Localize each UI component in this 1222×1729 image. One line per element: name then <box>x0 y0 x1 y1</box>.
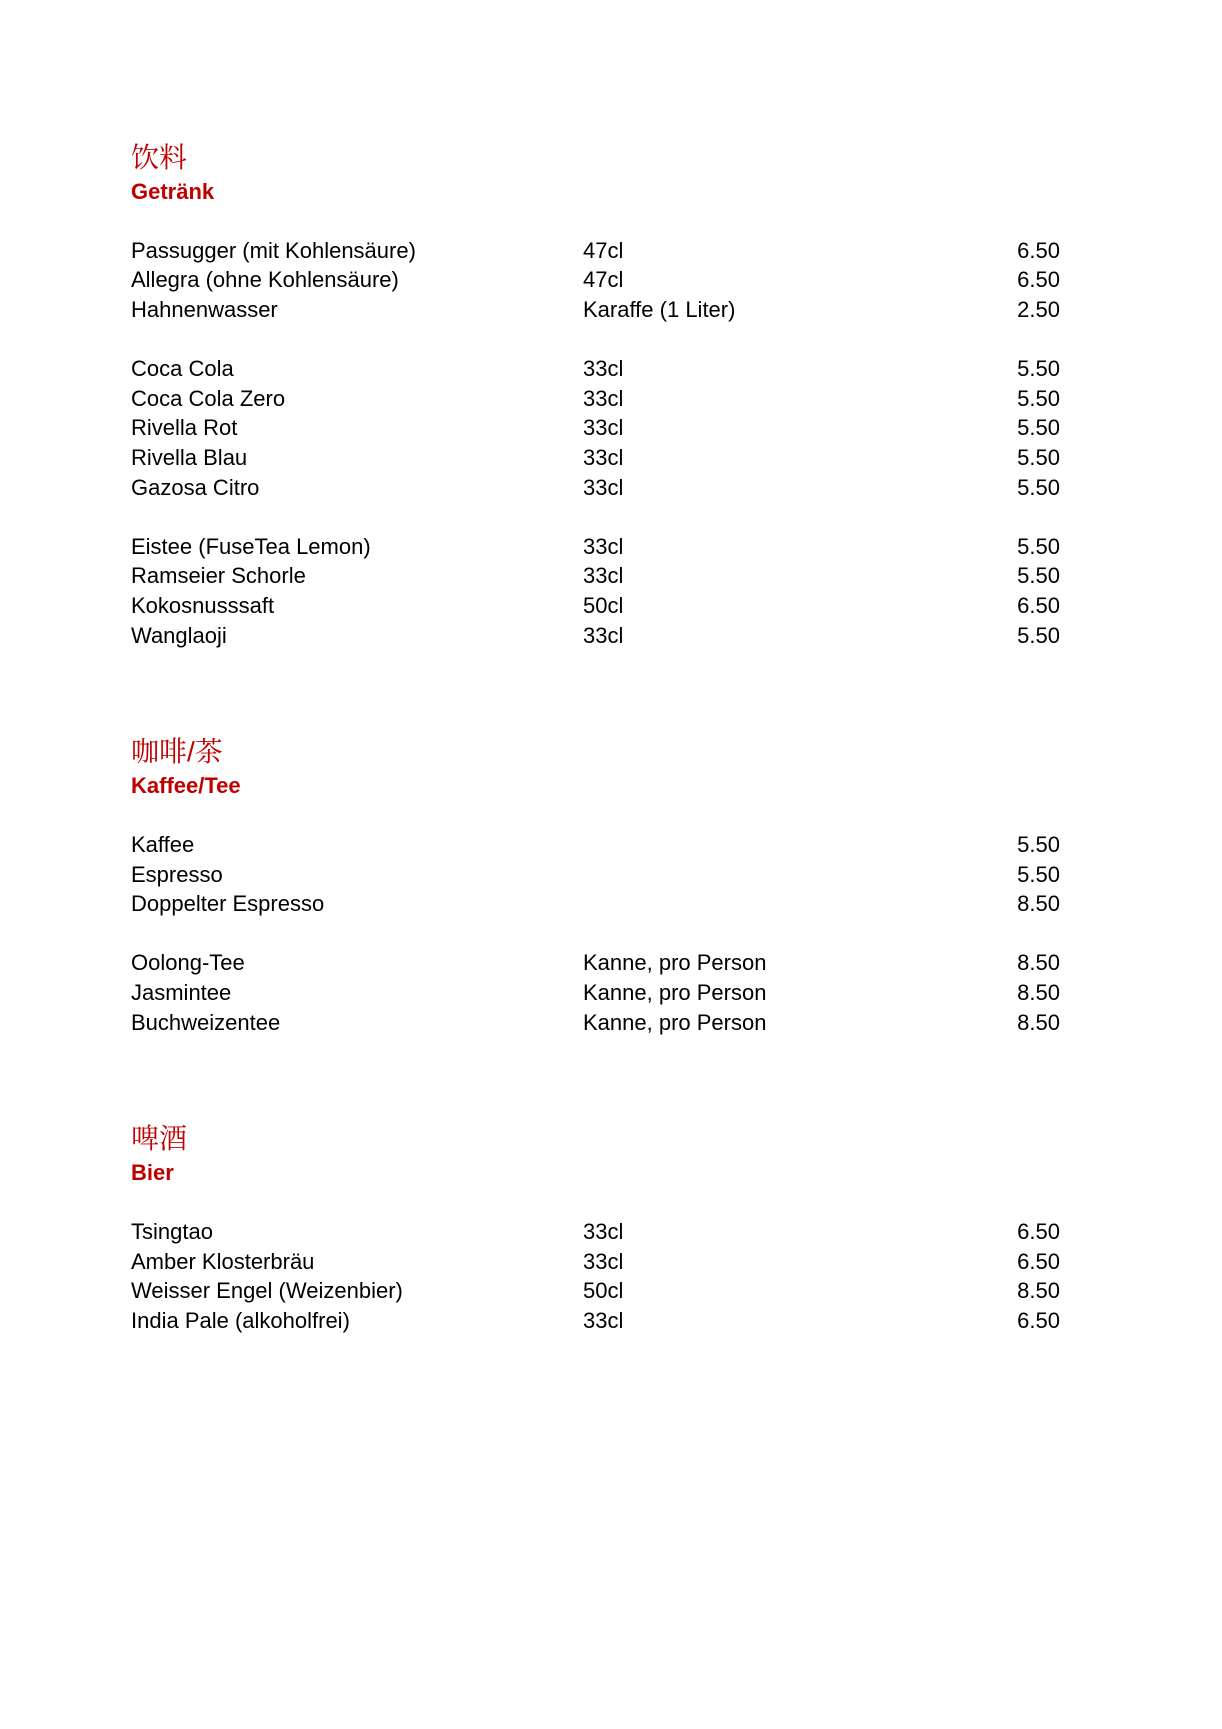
menu-item-row <box>131 1217 1060 1247</box>
item-name: Ramseier Schorle <box>131 563 306 589</box>
menu-item-row <box>131 354 1060 384</box>
menu-item-row <box>131 978 1060 1008</box>
item-size: 33cl <box>583 1219 624 1245</box>
item-price: 5.50 <box>1017 385 1060 411</box>
item-name: Amber Klosterbräu <box>131 1248 315 1274</box>
item-price: 5.50 <box>1017 533 1060 559</box>
item-size: 33cl <box>583 1308 624 1334</box>
menu-group <box>131 949 1060 1038</box>
item-price: 8.50 <box>1017 891 1060 917</box>
item-size: Kanne, pro Person <box>583 980 767 1006</box>
section-title-german: Bier <box>131 1160 174 1186</box>
item-name: Doppelter Espresso <box>131 891 325 917</box>
item-price: 5.50 <box>1017 832 1060 858</box>
menu-section <box>131 1121 1060 1335</box>
item-price: 6.50 <box>1017 1308 1060 1334</box>
menu-item-row <box>131 443 1060 473</box>
item-name: Gazosa Citro <box>131 474 260 500</box>
menu-group <box>131 830 1060 919</box>
menu-item-row <box>131 1277 1060 1307</box>
item-size: 33cl <box>583 415 624 441</box>
menu-item-row <box>131 473 1060 503</box>
item-size: Kanne, pro Person <box>583 950 767 976</box>
item-price: 8.50 <box>1017 950 1060 976</box>
menu-item-row <box>131 532 1060 562</box>
item-name: Allegra (ohne Kohlensäure) <box>131 267 399 293</box>
item-price: 5.50 <box>1017 356 1060 382</box>
menu-section <box>131 140 1060 650</box>
item-size: 47cl <box>583 237 624 263</box>
item-name: Weisser Engel (Weizenbier) <box>131 1278 403 1304</box>
item-name: Kaffee <box>131 832 195 858</box>
item-price: 8.50 <box>1017 1278 1060 1304</box>
section-groups <box>131 830 1060 1037</box>
item-price: 6.50 <box>1017 1248 1060 1274</box>
menu-item-row <box>131 414 1060 444</box>
item-size: 33cl <box>583 356 624 382</box>
section-title-chinese: 咖啡/茶 <box>131 736 223 768</box>
menu-section <box>131 734 1060 1037</box>
item-price: 6.50 <box>1017 237 1060 263</box>
item-price: 5.50 <box>1017 563 1060 589</box>
item-name: Wanglaoji <box>131 622 227 648</box>
item-size: 33cl <box>583 474 624 500</box>
item-name: Buchweizentee <box>131 1009 281 1035</box>
menu-item-row <box>131 949 1060 979</box>
menu-item-row <box>131 295 1060 325</box>
item-size: 33cl <box>583 533 624 559</box>
item-price: 5.50 <box>1017 444 1060 470</box>
item-price: 2.50 <box>1017 296 1060 322</box>
item-size: Kanne, pro Person <box>583 1009 767 1035</box>
menu-item-row <box>131 384 1060 414</box>
item-price: 5.50 <box>1017 861 1060 887</box>
item-name: Oolong-Tee <box>131 950 245 976</box>
menu-group <box>131 354 1060 502</box>
item-name: Eistee (FuseTea Lemon) <box>131 533 371 559</box>
menu-item-row <box>131 562 1060 592</box>
menu-group <box>131 532 1060 650</box>
item-name: Coca Cola Zero <box>131 385 286 411</box>
menu-item-row <box>131 621 1060 651</box>
item-price: 5.50 <box>1017 622 1060 648</box>
item-name: Espresso <box>131 861 223 887</box>
item-size: 33cl <box>583 385 624 411</box>
item-name: Tsingtao <box>131 1219 213 1245</box>
item-name: India Pale (alkoholfrei) <box>131 1308 350 1334</box>
item-price: 6.50 <box>1017 592 1060 618</box>
menu-item-row <box>131 860 1060 890</box>
section-groups <box>131 236 1060 650</box>
menu-item-row <box>131 1008 1060 1038</box>
menu-item-row <box>131 1247 1060 1277</box>
item-size: 33cl <box>583 444 624 470</box>
item-name: Coca Cola <box>131 356 234 382</box>
item-name: Rivella Rot <box>131 415 238 441</box>
item-name: Jasmintee <box>131 980 232 1006</box>
menu-content <box>131 140 1060 1336</box>
item-name: Kokosnusssaft <box>131 592 275 618</box>
item-price: 8.50 <box>1017 980 1060 1006</box>
item-size: 50cl <box>583 1278 624 1304</box>
item-size: 33cl <box>583 622 624 648</box>
item-price: 6.50 <box>1017 267 1060 293</box>
item-size: Karaffe (1 Liter) <box>583 296 736 322</box>
item-price: 6.50 <box>1017 1219 1060 1245</box>
item-price: 8.50 <box>1017 1009 1060 1035</box>
item-size: 50cl <box>583 592 624 618</box>
menu-item-row <box>131 1306 1060 1336</box>
section-groups <box>131 1217 1060 1335</box>
section-title-chinese: 啤酒 <box>131 1123 188 1155</box>
item-name: Hahnenwasser <box>131 296 278 322</box>
item-size: 33cl <box>583 1248 624 1274</box>
menu-group <box>131 1217 1060 1335</box>
item-size: 47cl <box>583 267 624 293</box>
item-size: 33cl <box>583 563 624 589</box>
item-price: 5.50 <box>1017 415 1060 441</box>
menu-item-row <box>131 266 1060 296</box>
menu-item-row <box>131 236 1060 266</box>
item-name: Passugger (mit Kohlensäure) <box>131 237 416 263</box>
section-title-german: Getränk <box>131 179 215 204</box>
menu-item-row <box>131 591 1060 621</box>
menu-item-row <box>131 830 1060 860</box>
section-title-chinese: 饮料 <box>131 142 188 173</box>
item-price: 5.50 <box>1017 474 1060 500</box>
menu-group <box>131 236 1060 325</box>
section-title-german: Kaffee/Tee <box>131 773 241 799</box>
menu-item-row <box>131 890 1060 920</box>
item-name: Rivella Blau <box>131 444 248 470</box>
